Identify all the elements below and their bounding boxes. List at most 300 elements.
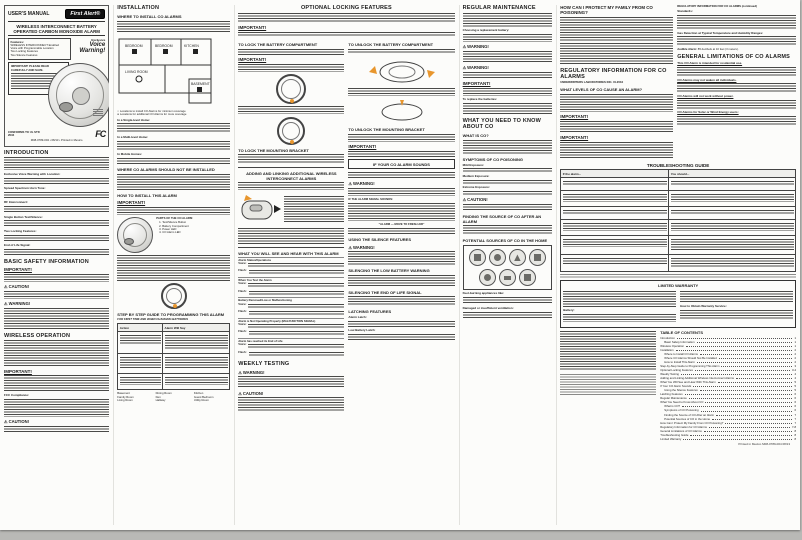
column-1 bbox=[4, 5, 109, 525]
greeked-text bbox=[348, 203, 454, 221]
intro-lead: RF Interconnect: bbox=[4, 200, 28, 205]
generator-icon bbox=[519, 269, 536, 286]
toc-entry-label: Potential Sources of CO in the Home bbox=[664, 416, 711, 421]
greeked-text bbox=[560, 374, 656, 396]
symptoms-heading: SYMPTOMS OF CO POISONING bbox=[462, 156, 523, 162]
toc-dot-leader bbox=[718, 382, 793, 383]
greeked-text bbox=[671, 181, 794, 186]
protect-family-heading: HOW CAN I PROTECT MY FAMILY FROM CO POISONING? bbox=[560, 5, 653, 15]
toc-entry-page: 7 bbox=[794, 416, 797, 421]
toc-dot-leader bbox=[683, 439, 792, 440]
greeked-text bbox=[4, 340, 109, 366]
toc-dot-leader bbox=[693, 386, 792, 387]
where-not-install-heading: WHERE CO ALARMS SHOULD NOT BE INSTALLED bbox=[117, 167, 215, 173]
greeked-text bbox=[248, 263, 344, 267]
greeked-text bbox=[249, 270, 345, 274]
important-heading: IMPORTANT! bbox=[462, 81, 491, 87]
greeked-text bbox=[4, 375, 109, 391]
product-title: WIRELESS INTERCONNECT BATTERY OPERATED CARBON MONOXIDE ALARM bbox=[8, 21, 105, 36]
alert-triangle-icon: ⚠ bbox=[462, 197, 467, 203]
exposure-lead: Extreme Exposure: bbox=[462, 185, 490, 190]
greeked-text bbox=[4, 426, 109, 432]
users-manual-label: USER'S MANUAL bbox=[8, 11, 50, 17]
intro-lead: Two Locking Features: bbox=[4, 228, 37, 233]
column-6 bbox=[560, 5, 673, 160]
intro-lead: Single Button Test/Silence: bbox=[4, 214, 43, 219]
greeked-text bbox=[117, 207, 230, 215]
car-exhaust-icon bbox=[499, 269, 516, 286]
greeked-text bbox=[248, 283, 344, 287]
greeked-text bbox=[238, 228, 344, 244]
part-item: 4. CO Alarm LED bbox=[162, 231, 192, 234]
limitation-lead: CO Alarms will not work without power. bbox=[677, 93, 734, 98]
toc-entry-label: What is CO? bbox=[664, 404, 681, 409]
greeked-text bbox=[463, 297, 553, 304]
svg-text:BEDROOM: BEDROOM bbox=[125, 44, 143, 48]
toc-entry-label: If Your CO Alarm Sounds bbox=[660, 384, 692, 389]
toc-dot-leader bbox=[719, 358, 793, 359]
greeked-text bbox=[238, 154, 344, 164]
table-of-contents bbox=[660, 330, 796, 446]
greeked-text bbox=[165, 335, 228, 349]
greeked-text bbox=[463, 34, 553, 42]
part-item: 2. Battery Compartment bbox=[162, 225, 192, 228]
feature-item: Two Silence Features bbox=[10, 52, 38, 57]
feature-item: Voice with Programmable Location bbox=[10, 46, 54, 51]
feature-item: WIRELESS INTERCONNECT Enabled bbox=[10, 42, 59, 47]
greeked-text bbox=[4, 178, 109, 185]
regular-maintenance-heading: REGULAR MAINTENANCE bbox=[462, 5, 536, 11]
regulatory-continued-heading: REGULATORY INFORMATION FOR CO ALARMS (continued) bbox=[677, 5, 757, 8]
see-and-hear-heading: WHAT YOU WILL SEE AND HEAR WITH THIS ALARM bbox=[238, 250, 339, 256]
toc-dot-leader bbox=[681, 374, 793, 375]
greeked-text bbox=[4, 206, 109, 213]
greeked-text bbox=[560, 94, 673, 112]
multi-level-lead: In a Multi-level Home: bbox=[117, 134, 149, 139]
location-item: Kitchen bbox=[193, 391, 204, 396]
greeked-text bbox=[4, 274, 109, 282]
toc-dot-leader bbox=[695, 370, 790, 371]
greeked-text bbox=[560, 17, 673, 41]
toc-entry-page: 2 bbox=[794, 347, 797, 352]
voice-label: Voice: bbox=[238, 281, 247, 286]
voice-label: Voice: bbox=[238, 301, 247, 306]
toc-heading: TABLE OF CONTENTS bbox=[660, 329, 704, 335]
greeked-text bbox=[249, 311, 345, 315]
lock-battery-heading: TO LOCK THE BATTERY COMPARTMENT bbox=[238, 42, 318, 47]
important-heading: IMPORTANT! bbox=[238, 57, 267, 62]
greeked-text bbox=[680, 291, 793, 303]
unlock-battery-heading: TO UNLOCK THE BATTERY COMPARTMENT bbox=[348, 42, 434, 47]
programming-guide-heading: STEP BY STEP GUIDE TO PROGRAMMING THIS ALARM bbox=[117, 312, 225, 318]
house-floor-plan-diagram bbox=[117, 35, 227, 105]
vent-slats bbox=[93, 109, 103, 116]
mobile-homes-lead: In Mobile Homes: bbox=[117, 152, 143, 157]
warning-heading: ⚠WARNING! bbox=[4, 301, 31, 307]
greeked-text bbox=[348, 228, 454, 234]
parts-heading: PARTS OF THE CO ALARM bbox=[156, 216, 193, 221]
location-item: Den bbox=[155, 394, 161, 399]
svg-text:BEDROOM: BEDROOM bbox=[155, 44, 173, 48]
toc-entry-page: 8 bbox=[794, 428, 797, 433]
alert-triangle-icon: ⚠ bbox=[238, 369, 242, 375]
table-header-alarm-will-say: Alarm Will Say bbox=[163, 324, 230, 332]
toc-dot-leader bbox=[676, 350, 793, 351]
unlock-battery-diagram bbox=[367, 56, 437, 86]
important-heading: IMPORTANT! bbox=[238, 25, 267, 30]
greeked-text bbox=[248, 304, 344, 308]
toc-entry-label: How to Install This Alarm bbox=[664, 359, 695, 364]
bracket-lock-ring-diagram bbox=[277, 117, 305, 145]
toc-entry-label: Troubleshooting Guide bbox=[660, 432, 689, 437]
column-2 bbox=[113, 5, 230, 525]
toc-entry-label: Regular Maintenance bbox=[660, 396, 687, 401]
toc-entry-page: 8 bbox=[794, 436, 797, 441]
toc-entry-page: 6 bbox=[794, 396, 797, 401]
toc-dot-leader bbox=[689, 398, 793, 399]
table-row bbox=[118, 332, 230, 354]
location-item: Living Room bbox=[117, 398, 133, 403]
toc-entry-page: 5 bbox=[794, 384, 797, 389]
voice-label: Voice: bbox=[238, 321, 247, 326]
toc-entry-page: 7-8 bbox=[791, 424, 797, 429]
alert-triangle-icon: ⚠ bbox=[462, 44, 467, 50]
source-lead: Fuel-burning appliances like: bbox=[462, 291, 505, 296]
if-alarm-signal-sub: IF THE ALARM SIGNAL SOUNDS: bbox=[348, 197, 394, 201]
flash-label: Flash: bbox=[238, 288, 247, 293]
toc-entry-label: What You Will See and Hear With This Alarm bbox=[660, 380, 716, 385]
toc-dot-leader bbox=[716, 415, 792, 416]
toc-dot-leader bbox=[709, 427, 790, 428]
toc-dot-leader bbox=[712, 419, 792, 420]
greeked-text bbox=[238, 376, 344, 388]
gas-detection-lead: Gas Detection at Typical Temperature and Humidity Ranges: bbox=[677, 30, 764, 35]
greeked-text bbox=[238, 106, 344, 114]
greeked-text bbox=[120, 335, 161, 345]
see-hear-sub-heading: When You Test the Alarm bbox=[238, 277, 272, 282]
feature-item: Two Locking Features bbox=[10, 49, 38, 54]
source-lead: Damaged or insufficient ventilation: bbox=[462, 305, 514, 310]
caution-heading: ⚠CAUTION! bbox=[462, 197, 488, 203]
greeked-text bbox=[463, 312, 553, 319]
diagram-legend bbox=[117, 110, 230, 117]
troubleshooting-table bbox=[560, 169, 796, 272]
toc-entry-label: Basic Safety Information bbox=[664, 339, 695, 344]
warranty-service-lead: How to Obtain Warranty Service: bbox=[680, 304, 727, 309]
ul2034-subheading: UNDERWRITERS LABORATORIES INC. UL2034 bbox=[560, 80, 624, 84]
programming-table bbox=[117, 323, 230, 390]
greeked-text bbox=[117, 123, 230, 133]
greeked-text bbox=[348, 172, 454, 179]
greeked-text bbox=[117, 255, 230, 281]
greeked-text bbox=[238, 182, 344, 190]
greeked-text bbox=[348, 134, 454, 142]
table-row bbox=[118, 354, 230, 374]
see-hear-sub-heading: Battery Removed/Low or Malfunctioning bbox=[238, 298, 292, 303]
optional-locking-heading: OPTIONAL LOCKING FEATURES bbox=[300, 5, 392, 11]
installation-heading: INSTALLATION bbox=[117, 5, 160, 11]
toc-entry-page: 2 bbox=[794, 355, 797, 360]
toc-entry-page: 5 bbox=[794, 380, 797, 385]
important-heading: IMPORTANT! bbox=[560, 135, 589, 141]
toc-dot-leader bbox=[677, 338, 793, 339]
greeked-text bbox=[238, 13, 454, 23]
greeked-text bbox=[463, 88, 553, 96]
table-row bbox=[561, 191, 796, 207]
toc-entry-label: Where CO Alarms Should Not Be Installed bbox=[664, 355, 717, 360]
sources-lead-list bbox=[463, 292, 553, 318]
toc-dot-leader bbox=[704, 431, 793, 432]
toc-entry-page: 1 bbox=[794, 343, 797, 348]
fcc-compliance-lead: FCC Compliance: bbox=[4, 392, 30, 397]
print-footer: Printed in Mexico M08-0789-004 08/13 bbox=[738, 441, 791, 446]
toc-entry-label: Symptoms of CO Poisoning bbox=[664, 408, 699, 413]
greeked-text bbox=[348, 49, 454, 54]
greeked-text bbox=[677, 67, 796, 76]
part-item: 3. Power LED bbox=[162, 228, 192, 231]
toc-entry-label: Where to Install CO Alarms bbox=[664, 351, 698, 356]
toc-entry-page: 3-4 bbox=[791, 368, 797, 373]
greeked-text bbox=[563, 194, 667, 202]
toc-entry-label: Installation bbox=[660, 347, 674, 352]
stove-icon bbox=[529, 249, 546, 266]
toc-entry-page: 3 bbox=[794, 363, 797, 368]
general-limitations-heading: GENERAL LIMITATIONS OF CO ALARMS bbox=[677, 54, 791, 61]
greeked-text bbox=[117, 158, 230, 164]
greeked-text bbox=[4, 291, 109, 299]
cover-footer-model-line: M08-0789-004 • 08/13 • Printed in Mexico bbox=[30, 138, 83, 143]
greeked-text bbox=[4, 192, 109, 199]
toc-entry-page: 6 bbox=[794, 392, 797, 397]
toc-entry-label: Wireless Operation bbox=[660, 343, 685, 348]
toc-dot-leader bbox=[686, 346, 792, 347]
parts-list bbox=[162, 221, 192, 234]
greeked-text bbox=[284, 196, 344, 222]
greeked-text bbox=[677, 15, 796, 29]
toc-entry-label: Adding and Linking Additional Wireless Interconnect Alarms bbox=[660, 376, 734, 381]
svg-text:BASEMENT: BASEMENT bbox=[191, 82, 210, 86]
toc-entry-page: 6 bbox=[794, 404, 797, 409]
co-sources-icon-grid bbox=[463, 245, 553, 290]
toc-entry-label: Using the Silence Features bbox=[664, 388, 698, 393]
battery-lock-ring-diagram bbox=[276, 74, 306, 104]
column-5 bbox=[459, 5, 553, 525]
greeked-text bbox=[348, 334, 454, 340]
greeked-text bbox=[348, 88, 454, 96]
water-heater-icon bbox=[489, 249, 506, 266]
table-header-action: Action bbox=[118, 324, 163, 332]
greeked-text bbox=[563, 181, 667, 186]
latch-lead: Low Battery Latch: bbox=[348, 328, 376, 333]
see-hear-sub-heading: Alarm Status/Operations bbox=[238, 257, 272, 262]
caution-heading: ⚠CAUTION! bbox=[238, 390, 264, 396]
location-item: Hallway bbox=[155, 398, 166, 403]
silence-end-of-life-heading: SILENCING THE END OF LIFE SIGNAL bbox=[348, 289, 422, 295]
warning-heading: ⚠WARNING! bbox=[462, 44, 489, 50]
greeked-text bbox=[249, 331, 345, 335]
greeked-text bbox=[563, 210, 667, 215]
greeked-text bbox=[238, 32, 454, 37]
mounting-bracket-diagram bbox=[161, 283, 187, 309]
toc-entry-label: Regulatory Information for CO Alarms bbox=[660, 424, 707, 429]
limitation-lead: CO Alarms may not waken all individuals. bbox=[677, 77, 737, 82]
greeked-text bbox=[463, 72, 553, 79]
features-heading: Features: bbox=[10, 39, 25, 44]
toc-entry-list bbox=[660, 336, 796, 441]
greeked-text bbox=[348, 188, 454, 196]
toc-entry-label: Weekly Testing bbox=[660, 372, 679, 377]
voice-warning-badge: Voice Warning! bbox=[79, 42, 106, 54]
toc-entry-label: Finding the Source of CO After an Alarm bbox=[664, 412, 715, 417]
svg-text:LIVING ROOM: LIVING ROOM bbox=[125, 70, 148, 74]
greeked-text bbox=[563, 239, 667, 247]
flash-label: Flash: bbox=[238, 329, 247, 334]
location-item: Basement bbox=[117, 391, 130, 396]
locking-pin-marker bbox=[290, 140, 294, 144]
toc-dot-leader bbox=[736, 378, 793, 379]
audible-alarm-value: 85 decibels at 10 feet (3 meters). bbox=[697, 46, 739, 51]
greeked-text bbox=[4, 157, 109, 170]
grill-icon bbox=[479, 269, 496, 286]
table-row bbox=[561, 220, 796, 236]
locking-pin-marker bbox=[290, 99, 294, 103]
alarm-side-view-diagram bbox=[238, 193, 282, 227]
single-level-lead: In a Single-level Home: bbox=[117, 117, 151, 122]
alert-triangle-icon: ⚠ bbox=[4, 301, 8, 307]
table-row bbox=[561, 207, 796, 220]
fireplace-icon bbox=[509, 249, 526, 266]
greeked-text bbox=[463, 180, 553, 184]
toc-entry-page: 8 bbox=[794, 432, 797, 437]
greeked-text bbox=[563, 223, 667, 231]
toc-dot-leader bbox=[725, 423, 792, 424]
greeked-text bbox=[463, 51, 553, 63]
co-alarm-illustration bbox=[48, 63, 109, 127]
caution-heading: ⚠CAUTION! bbox=[4, 419, 30, 425]
toc-dot-leader bbox=[697, 362, 793, 363]
features-box bbox=[8, 38, 71, 60]
greeked-text bbox=[117, 174, 230, 190]
warning-heading: ⚠WARNING! bbox=[348, 181, 375, 186]
adding-linking-heading: ADDING AND LINKING ADDITIONAL WIRELESS INTERCONNECT ALARMS bbox=[246, 170, 337, 181]
silence-low-battery-heading: SILENCING THE LOW BATTERY WARNING bbox=[348, 268, 430, 274]
greeked-text bbox=[463, 204, 553, 211]
what-is-co-heading: WHAT IS CO? bbox=[462, 133, 489, 139]
important-heading: IMPORTANT! bbox=[348, 144, 377, 149]
latch-lead-list bbox=[348, 316, 454, 340]
alert-triangle-icon: ⚠ bbox=[4, 284, 8, 290]
limitation-lead: This CO Alarm is intended for residential use. bbox=[677, 61, 743, 66]
toc-dot-leader bbox=[701, 411, 793, 412]
important-heading: IMPORTANT! bbox=[560, 114, 589, 120]
greeked-text bbox=[671, 210, 794, 215]
toc-entry-label: What You Need to Know About CO bbox=[660, 400, 704, 405]
table-row bbox=[561, 236, 796, 255]
intro-lead: Exclusive Voice Warning with Location: bbox=[4, 171, 61, 176]
greeked-text bbox=[348, 296, 454, 306]
toc-entry-label: Step-by-Step Guide to Programming This Alarm bbox=[660, 363, 720, 368]
greeked-text bbox=[560, 331, 656, 371]
greeked-text bbox=[120, 377, 161, 385]
alert-triangle-icon: ⚠ bbox=[348, 181, 353, 186]
toc-entry-label: Limited Warranty bbox=[660, 436, 682, 441]
greeked-text bbox=[671, 194, 794, 202]
flash-label: Flash: bbox=[238, 349, 247, 354]
part-item: 1. Test/Silence Button bbox=[162, 221, 192, 224]
toc-entry-page: 5 bbox=[794, 388, 797, 393]
panel-columns-6-7 bbox=[556, 5, 796, 525]
location-item: Family Room bbox=[117, 394, 134, 399]
limitation-lead-list bbox=[677, 62, 796, 125]
replace-batteries-lead: To replace the batteries: bbox=[462, 97, 498, 102]
audible-alarm-lead: Audible Alarm: bbox=[677, 46, 697, 51]
see-hear-sub-heading: Alarm has reached its End of Life bbox=[238, 338, 283, 343]
greeked-text bbox=[117, 21, 230, 33]
greeked-text bbox=[560, 121, 673, 133]
greeked-text bbox=[4, 308, 109, 330]
exposure-lead: Medium Exposure: bbox=[462, 173, 490, 178]
potential-sources-heading: POTENTIAL SOURCES OF CO IN THE HOME bbox=[462, 238, 548, 244]
important-heading: IMPORTANT! bbox=[4, 267, 32, 273]
legend-text: Locations to install CO Alarms for minimum coverage bbox=[119, 109, 186, 113]
scan-background bbox=[0, 530, 802, 540]
greeked-text bbox=[4, 235, 109, 242]
know-about-co-heading: WHAT YOU NEED TO KNOW ABOUT CO bbox=[462, 118, 542, 131]
weekly-testing-heading: WEEKLY TESTING bbox=[238, 361, 290, 368]
alarm-parts-diagram bbox=[117, 217, 153, 253]
greeked-text bbox=[463, 191, 553, 195]
alert-triangle-icon: ⚠ bbox=[4, 419, 8, 425]
greeked-text bbox=[560, 142, 673, 158]
warning-heading: ⚠WARNING! bbox=[348, 244, 375, 250]
toc-dot-leader bbox=[682, 406, 792, 407]
location-name-list bbox=[117, 392, 230, 402]
latching-features-heading: LATCHING FEATURES bbox=[348, 309, 392, 315]
exposure-lead-list bbox=[463, 164, 553, 195]
regulatory-info-heading: REGULATORY INFORMATION FOR CO ALARMS bbox=[560, 68, 667, 80]
co-levels-heading: WHAT LEVELS OF CO CAUSE AN ALARM? bbox=[560, 87, 643, 93]
greeked-text bbox=[680, 310, 793, 320]
greeked-text bbox=[463, 140, 553, 154]
silence-features-heading: USING THE SILENCE FEATURES bbox=[348, 237, 412, 243]
greeked-text bbox=[249, 291, 345, 295]
location-item: Utility Room bbox=[193, 398, 209, 403]
greeked-text bbox=[677, 116, 796, 125]
toc-dot-leader bbox=[690, 435, 792, 436]
read-carefully-title: IMPORTANT! PLEASE READ CAREFULLY AND SAVE. bbox=[11, 64, 50, 72]
toc-dot-leader bbox=[697, 342, 793, 343]
greeked-text bbox=[4, 220, 109, 227]
move-to-fresh-air-quote: “ALARM — MOVE TO FRESH AIR” bbox=[378, 222, 425, 227]
intro-lead: Spread Spectrum Horn Tone: bbox=[4, 186, 46, 190]
warranty-battery-lead: Battery: bbox=[563, 308, 575, 313]
table-row bbox=[561, 178, 796, 191]
finding-source-heading: FINDING THE SOURCE OF CO AFTER AN ALARM bbox=[462, 213, 542, 224]
voice-label: Voice: bbox=[238, 260, 247, 265]
fcc-logo: FC bbox=[95, 129, 106, 140]
toc-dot-leader bbox=[700, 354, 793, 355]
greeked-text bbox=[4, 399, 109, 417]
warning-heading: ⚠WARNING! bbox=[462, 65, 489, 71]
greeked-text bbox=[671, 239, 794, 250]
if-alarm-sounds-heading: IF YOUR CO ALARM SOUNDS bbox=[373, 161, 430, 167]
greeked-text bbox=[248, 324, 344, 328]
greeked-text bbox=[165, 377, 228, 385]
warning-heading: ⚠WARNING! bbox=[238, 369, 265, 375]
toc-entry-page: 2 bbox=[794, 359, 797, 364]
toc-entry-page: 7 bbox=[794, 420, 797, 425]
greeked-text bbox=[677, 36, 796, 45]
